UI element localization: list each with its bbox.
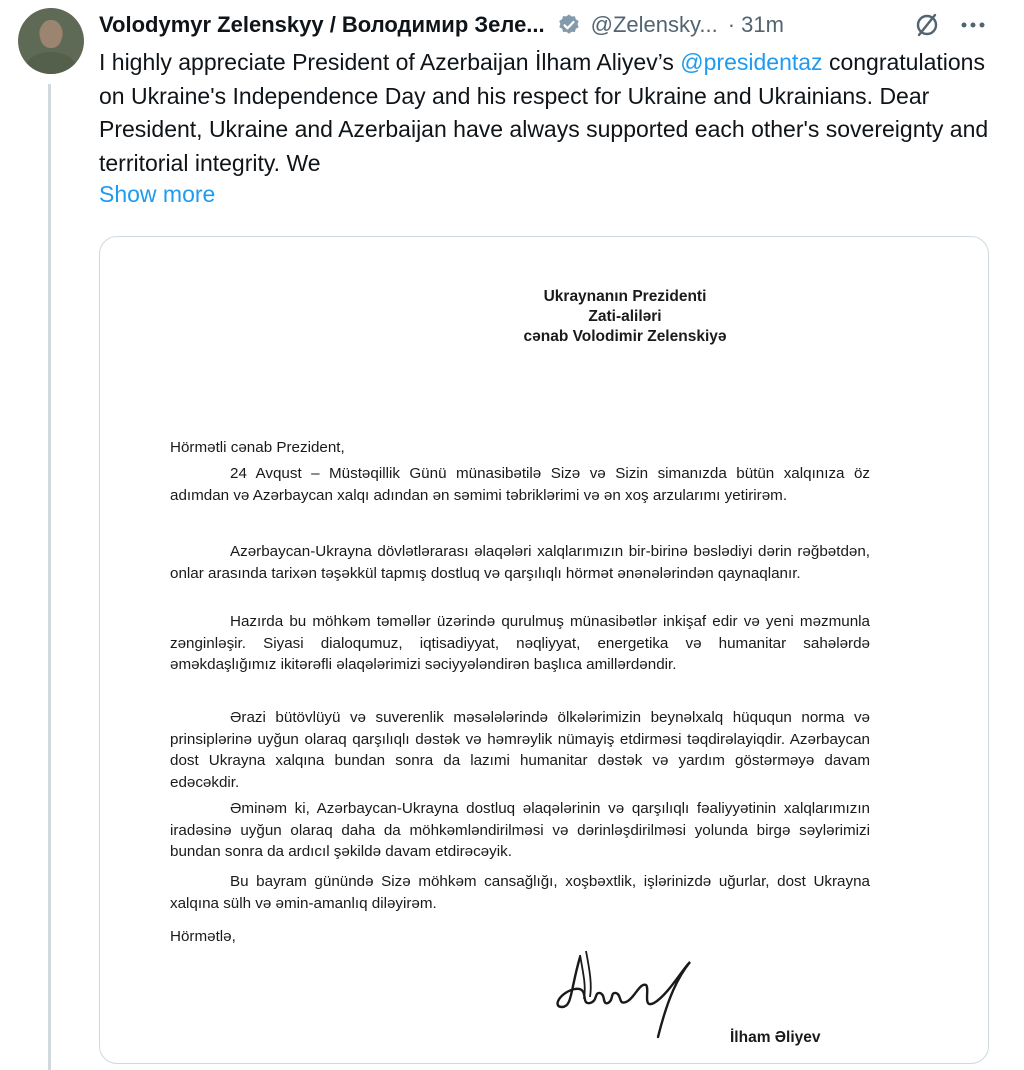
tweet-time[interactable]: · 31m: [727, 12, 784, 37]
tweet-text: [99, 46, 999, 180]
tweet-header: [99, 8, 784, 42]
letter-addressee: [100, 287, 989, 347]
mention-link[interactable]: @presidentaz: [680, 49, 823, 75]
letter-paragraph: Bu bayram günündə Sizə möhkəm cansağlığı, xoşbəxtlik, işlərinizdə uğurlar, dost Ukrayna xalqına sülh və əmin-amanlıq diləyirəm.: [170, 873, 870, 912]
show-more-link[interactable]: Show more: [99, 181, 216, 207]
letter-salutation: Hörmətli cənab Prezident,: [170, 439, 345, 456]
addressee-line: cənab Volodimir Zelenskiyə: [523, 328, 727, 345]
letter-paragraph: Əminəm ki, Azərbaycan-Ukrayna dostluq əlaqələrinin və qarşılıqlı fəaliyyətinin xalqlarımızın iradəsinə uyğun olaraq daha da möhkəmləndirilməsi və dərinləşdirilməsi yolunda birgə səylərimizi bundan sonra da ardıcıl şəkildə davam etdirəcəyik.: [170, 800, 870, 860]
thread-line: [48, 84, 51, 1070]
avatar[interactable]: [18, 8, 84, 74]
author-handle[interactable]: @Zelensky...: [590, 12, 718, 37]
letter-paragraph: Hazırda bu möhkəm təməllər üzərində qurulmuş münasibətlər inkişaf edir və yeni məzmunla zənginləşir. Siyasi dialoqumuz, iqtisadiyyat, nəqliyyat, energetika və humanitar sahələrdə əməkdaşlığımız ikitərəfli əlaqələrimizi səciyyələndirən başlıca amillərdəndir.: [170, 613, 870, 673]
letter-signatory: İlham Əliyev: [730, 1029, 821, 1046]
tweet-text-intro: I highly appreciate President of Azerbaijan İlham Aliyev’s: [99, 49, 674, 75]
letter-closing: Hörmətlə,: [170, 928, 236, 945]
letter-image: [100, 237, 988, 1063]
letter-paragraph: Azərbaycan-Ukrayna dövlətlərarası əlaqələri xalqlarımızın bir-birinə bəslədiyi dərin rəğbətdən, onlar arasında tarixən təşəkkül tapmış dostluq və qarşılıqlı hörmət ənənələrindən qaynaqlanır.: [170, 543, 870, 582]
verified-badge-icon: [557, 13, 581, 37]
addressee-line: Zati-aliləri: [588, 308, 662, 325]
tweet-text-rest: congratulations on Ukraine's Independence Day and his respect for Ukraine and Ukrainians. Dear President, Ukraine and Azerbaijan have always supported each other's sovereignty and territorial integrity. We: [99, 49, 989, 176]
handwritten-signature: [550, 937, 700, 1047]
addressee-line: Ukraynanın Prezidenti: [543, 288, 707, 305]
attached-image[interactable]: [99, 236, 989, 1064]
letter-paragraph: Ərazi bütövlüyü və suverenlik məsələlərində ölkələrimizin beynəlxalq hüququn norma və prinsiplərinə uyğun olaraq qarşılıqlı dəstək və həmrəylik nümayiş etdirməsi təqdirəlayiqdir. Azərbaycan dost Ukrayna xalqına bundan sonra da lazımi humanitar dəstək və yardım göstərməyə davam edəcəkdir.: [170, 709, 870, 791]
letter-paragraph: 24 Avqust – Müstəqillik Günü münasibətilə Sizə və Sizin simanızda bütün xalqınıza öz adımdan və Azərbaycan xalqı adından ən səmimi təbriklərimi və ən xoş arzularımı yetirirəm.: [170, 465, 870, 504]
author-name[interactable]: Volodymyr Zelenskyy / Володимир Зеле...: [99, 12, 545, 37]
more-options-icon[interactable]: [958, 10, 988, 40]
mute-icon[interactable]: [912, 10, 942, 40]
